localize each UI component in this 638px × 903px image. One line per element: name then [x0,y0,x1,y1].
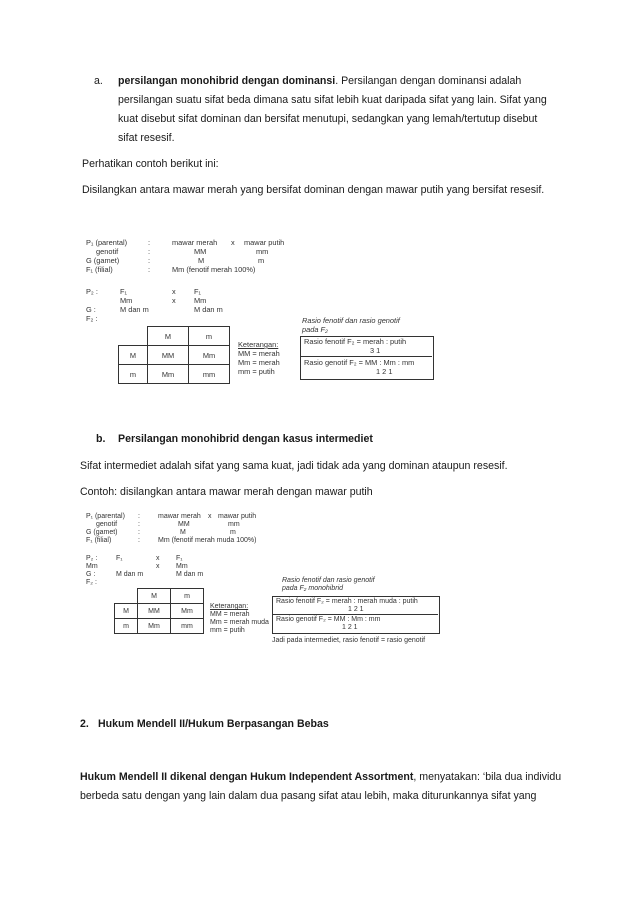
punnett-cell: mm [171,619,204,634]
gamete-M: M [198,256,205,265]
mm-left: Mm [86,563,98,570]
section-a-line1-rest: . Persilangan dengan dominansi adalah [335,75,522,87]
colon-1: : [138,513,140,520]
label-g2: G : [86,305,96,314]
punnett-cell: MM [148,346,189,365]
section-a-line4: sifat resesif. [118,132,175,144]
paragraph-intermediet: Sifat intermediet adalah sifat yang sama kuat, jadi tidak ada yang dominan ataupun resesif. [80,460,508,472]
ratio-fenotif: Rasio fenotif F₂ = merah : merah muda : putih [276,598,418,605]
punnett-cell: m [115,619,138,634]
label-p2: P₂ : [86,287,98,296]
label-genotif: genotif [96,247,119,256]
paragraph-mendel-2-line2: berbeda satu dengan yang lain dalam dua pasang sifat atau lebih, maka diturunkannya sifat yang [80,790,537,802]
cross-x-3: x [172,296,176,305]
punnett-cell: Mm [148,365,189,384]
intermediate-note: Jadi pada intermediet, rasio fenotif = rasio genotif [272,637,426,644]
punnett-cell: Mm [138,619,171,634]
ratio-fenotif: Rasio fenotif F₂ = merah : putih [304,337,407,346]
f1-right: F₁ [176,555,183,562]
label-f2: F₂ : [86,314,98,323]
cross-diagram-intermediate [86,512,446,652]
label-f1: F₁ (filial) [86,537,112,544]
keterangan-2: Mm = merah [238,358,280,367]
mm-left: Mm [120,296,133,305]
keterangan-title: Keterangan: [238,340,279,349]
punnett-cell: Mm [189,346,230,365]
gamete-m: m [258,256,265,265]
punnett-cell: M [119,346,148,365]
colon-3: : [148,256,151,265]
cross-x: x [231,238,235,247]
punnett-cell: m [189,327,230,346]
ratio-title-1: Rasio fenotif dan rasio genotif [302,316,400,325]
gamete-left: M dan m [116,571,144,578]
ratio-title-2: pada F₂ [302,325,328,334]
mawar-merah: mawar merah [172,238,218,247]
mendel-2-rest: , menyatakan: ‘bila dua individu [413,771,562,783]
keterangan-2: Mm = merah muda [210,619,269,626]
genotype-MM: MM [178,521,190,528]
keterangan-3: mm = putih [238,367,275,376]
section-a-title: persilangan monohibrid dengan dominansi [118,75,336,87]
keterangan-title: Keterangan: [210,603,249,610]
ratio-box-divider [300,356,432,357]
keterangan-1: MM = merah [238,349,280,358]
mendel-2-bold: Hukum Mendell II dikenal dengan Hukum Independent Assortment [80,771,414,783]
section-b-title: Persilangan monohibrid dengan kasus intermediet [118,433,373,445]
ratio-fenotif-nums: 1 2 1 [348,606,364,613]
mawar-putih: mawar putih [244,238,285,247]
ratio-genotif-nums: 1 2 1 [342,624,358,631]
genotype-MM: MM [194,247,207,256]
punnett-cell [119,327,148,346]
label-p1: P₁ (parental) [86,513,125,520]
punnett-cell: M [148,327,189,346]
f1-left: F₁ [116,555,123,562]
label-g2: G : [86,571,96,578]
gamete-m: m [230,529,236,536]
paragraph-contoh-2: Contoh: disilangkan antara mawar merah dengan mawar putih [80,486,373,498]
list-marker-b: b. [96,433,106,445]
punnett-cell: m [171,589,204,604]
section-a-line2: persilangan suatu sifat beda dimana satu sifat lebih kuat daripada sifat yang lain. Sifat yang [118,94,547,106]
list-marker-2: 2. [80,718,89,730]
label-gamet: G (gamet) [86,529,118,536]
mawar-putih: mawar putih [218,513,257,520]
paragraph-disilangkan: Disilangkan antara mawar merah yang bersifat dominan dengan mawar putih yang bersifat resesif. [82,184,545,196]
list-marker-a: a. [94,75,103,87]
ratio-genotif: Rasio genotif F₂ = MM : Mm : mm [276,616,381,623]
colon-2: : [148,247,151,256]
colon-2: : [138,521,140,528]
cross-x: x [208,513,212,520]
punnett-square [114,588,204,634]
ratio-title-1: Rasio fenotif dan rasio genotif [282,577,375,584]
section-2-title: Hukum Mendell II/Hukum Berpasangan Bebas [98,718,329,730]
keterangan-1: MM = merah [210,611,250,618]
label-p1: P₁ (parental) [86,238,128,247]
gamete-M: M [180,529,186,536]
colon-3: : [138,529,140,536]
section-a-line3: kuat disebut sifat dominan dan bersifat menutupi, sedangkan yang lemah/tertutup disebut [118,113,538,125]
f1-result: Mm (fenotif merah muda 100%) [158,537,257,544]
paragraph-contoh: Perhatikan contoh berikut ini: [82,158,219,170]
f1-result: Mm (fenotif merah 100%) [172,265,256,274]
cross-x-2: x [156,555,160,562]
colon-1: : [148,238,151,247]
punnett-cell [115,589,138,604]
punnett-cell: mm [189,365,230,384]
colon-4: : [138,537,140,544]
f1-right: F₁ [194,287,202,296]
cross-x-3: x [156,563,160,570]
f1-left: F₁ [120,287,128,296]
punnett-square [118,326,230,384]
paragraph-mendel-2-line1 [80,768,561,787]
punnett-cell: MM [138,604,171,619]
gamete-right: M dan m [176,571,204,578]
ratio-genotif-nums: 1 2 1 [376,367,393,376]
colon-4: : [148,265,151,274]
label-f1: F₁ (filial) [86,265,113,274]
label-gamet: G (gamet) [86,256,120,265]
genotype-mm: mm [228,521,240,528]
mawar-merah: mawar merah [158,513,201,520]
cross-diagram-dominance [86,238,446,388]
section-a-line1 [118,72,521,91]
punnett-cell: Mm [171,604,204,619]
ratio-genotif: Rasio genotif F₂ = MM : Mm : mm [304,358,415,367]
mm-right: Mm [176,563,188,570]
cross-x-2: x [172,287,176,296]
gamete-left: M dan m [120,305,149,314]
label-f2: F₂ : [86,579,97,586]
label-p2: P₂ : [86,555,98,562]
ratio-fenotif-nums: 3 1 [370,346,381,355]
punnett-cell: m [119,365,148,384]
gamete-right: M dan m [194,305,223,314]
label-genotif: genotif [96,521,118,528]
mm-right: Mm [194,296,207,305]
genotype-mm: mm [256,247,269,256]
ratio-title-2: pada F₂ monohibrid [282,585,344,592]
punnett-cell: M [138,589,171,604]
punnett-cell: M [115,604,138,619]
keterangan-3: mm = putih [210,627,245,634]
